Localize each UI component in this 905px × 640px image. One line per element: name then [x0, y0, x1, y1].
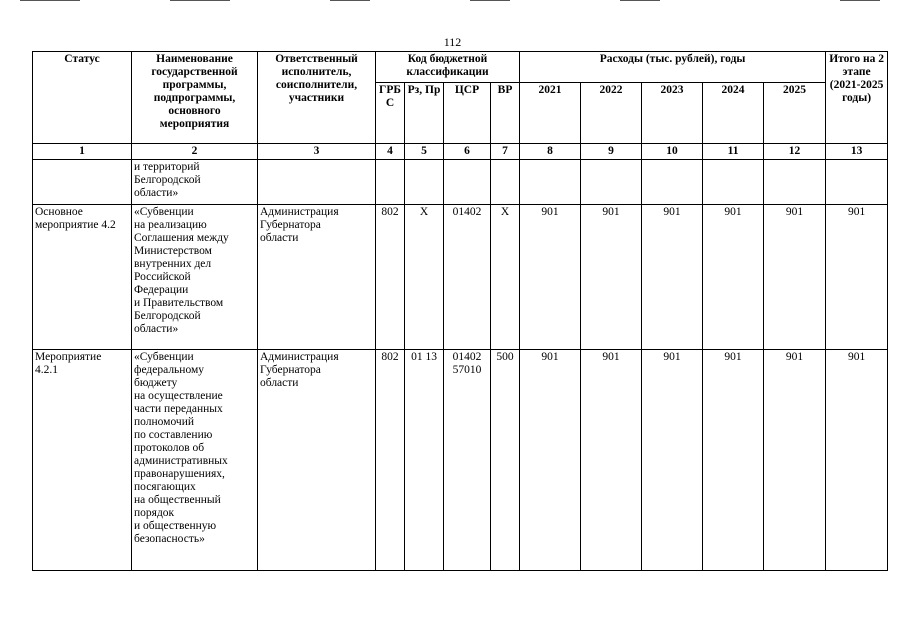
header-year-2022: 2022: [581, 83, 642, 144]
row-executor: [258, 160, 376, 205]
row-total: [826, 160, 888, 205]
row-csr: 01402: [444, 205, 491, 350]
row-value-2021: [520, 160, 581, 205]
row-executor: Администрация Губернатора области: [258, 350, 376, 571]
row-value-2022: 901: [581, 350, 642, 571]
row-grbs: 802: [376, 205, 405, 350]
column-number: 7: [491, 144, 520, 160]
row-value-2021: 901: [520, 350, 581, 571]
header-vr: ВР: [491, 83, 520, 144]
row-csr: 01402 57010: [444, 350, 491, 571]
header-executor: Ответственный исполнитель, соисполнители, участники: [258, 52, 376, 144]
page-number: 112: [443, 35, 462, 49]
row-value-2022: [581, 160, 642, 205]
column-number: 9: [581, 144, 642, 160]
row-total: 901: [826, 205, 888, 350]
table-row: [33, 350, 888, 571]
table-row: [33, 205, 888, 350]
row-value-2025: [764, 160, 826, 205]
row-grbs: 802: [376, 350, 405, 571]
row-name: «Субвенции на реализацию Соглашения между Министерством внутренних дел Российской Федерации и Правительством Белгородской области»: [132, 205, 258, 350]
row-rzpr: Х: [405, 205, 444, 350]
budget-table: [32, 51, 888, 571]
row-value-2022: 901: [581, 205, 642, 350]
row-rzpr: 01 13: [405, 350, 444, 571]
column-number: 13: [826, 144, 888, 160]
row-executor: Администрация Губернатора области: [258, 205, 376, 350]
row-vr: Х: [491, 205, 520, 350]
column-number: 2: [132, 144, 258, 160]
row-rzpr: [405, 160, 444, 205]
header-budget-code: Код бюджетной классификации: [376, 52, 520, 83]
row-value-2021: 901: [520, 205, 581, 350]
header-csr: ЦСР: [444, 83, 491, 144]
header-grbs: ГРБ С: [376, 83, 405, 144]
column-number: 6: [444, 144, 491, 160]
row-value-2023: 901: [642, 205, 703, 350]
row-name: «Субвенции федеральному бюджету на осуществление части переданных полномочий по составлению протоколов об административных правонарушениях, посягающих на общественный порядок и общественную безопасность»: [132, 350, 258, 571]
row-vr: [491, 160, 520, 205]
row-value-2025: 901: [764, 205, 826, 350]
row-value-2024: [703, 160, 764, 205]
header-name: Наименование государственной программы, подпрограммы, основного мероприятия: [132, 52, 258, 144]
row-status: [33, 160, 132, 205]
row-value-2023: [642, 160, 703, 205]
header-year-2025: 2025: [764, 83, 826, 144]
row-value-2024: 901: [703, 350, 764, 571]
header-year-2023: 2023: [642, 83, 703, 144]
column-number: 11: [703, 144, 764, 160]
table-row: [33, 160, 888, 205]
row-total: 901: [826, 350, 888, 571]
header-rzpr: Рз, Пр: [405, 83, 444, 144]
top-scan-rule: [0, 0, 905, 2]
column-number: 1: [33, 144, 132, 160]
column-number: 12: [764, 144, 826, 160]
column-number-row: [33, 144, 888, 160]
header-row-1: [33, 52, 888, 83]
column-number: 3: [258, 144, 376, 160]
column-number: 10: [642, 144, 703, 160]
column-number: 4: [376, 144, 405, 160]
column-number: 8: [520, 144, 581, 160]
header-year-2024: 2024: [703, 83, 764, 144]
header-total: Итого на 2 этапе (2021-2025 годы): [826, 52, 888, 144]
header-expenses: Расходы (тыс. рублей), годы: [520, 52, 826, 83]
header-status: Статус: [33, 52, 132, 144]
row-status: Основное мероприятие 4.2: [33, 205, 132, 350]
row-csr: [444, 160, 491, 205]
row-name: и территорий Белгородской области»: [132, 160, 258, 205]
column-number: 5: [405, 144, 444, 160]
row-value-2023: 901: [642, 350, 703, 571]
row-grbs: [376, 160, 405, 205]
row-vr: 500: [491, 350, 520, 571]
row-value-2024: 901: [703, 205, 764, 350]
row-status: Мероприятие 4.2.1: [33, 350, 132, 571]
header-year-2021: 2021: [520, 83, 581, 144]
row-value-2025: 901: [764, 350, 826, 571]
